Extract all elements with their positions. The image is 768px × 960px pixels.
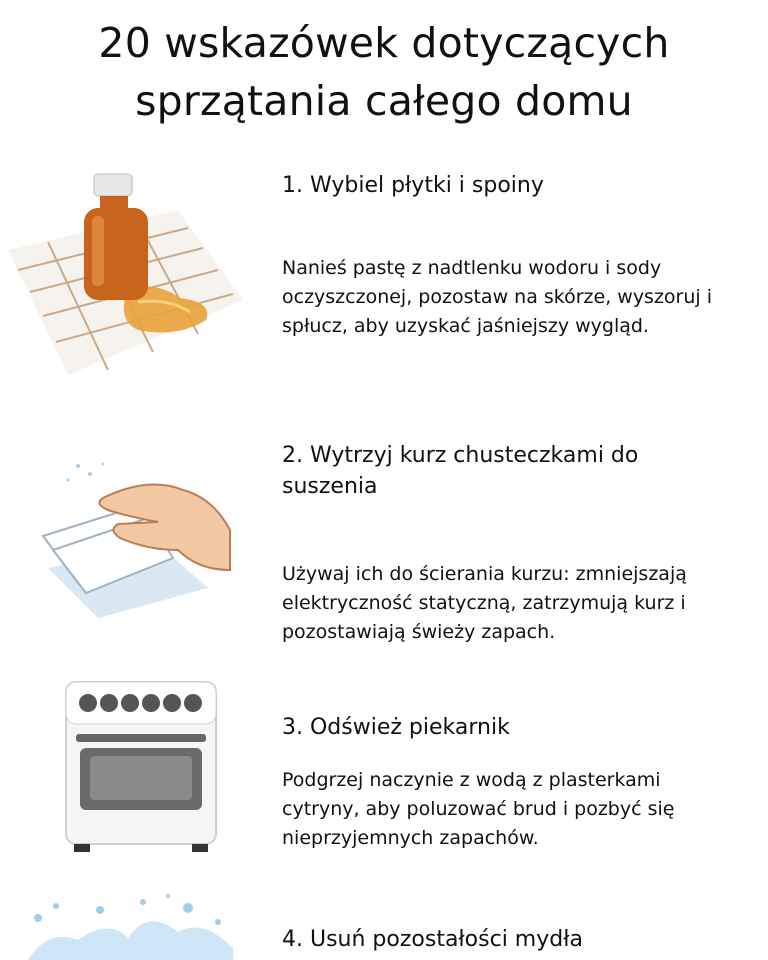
tip-3-body: Podgrzej naczynie z wodą z plasterkami cytryny, aby poluzować brud i pozbyć się nieprzyjemnych zapachów. — [282, 769, 675, 849]
tip-1-body: Nanieś pastę z nadtlenku wodoru i sody oczyszczonej, pozostaw na skórze, wyszoruj i spłucz, aby uzyskać jaśniejszy wygląd. — [282, 257, 713, 337]
oven-icon — [8, 678, 248, 853]
tip-1-title: 1. Wybiel płytki i spoiny — [282, 173, 544, 198]
tip-2-title-line-2: suszenia — [282, 474, 378, 499]
hand-with-dryer-sheets-icon — [8, 458, 248, 623]
peroxide-bottle-on-tiles-icon — [8, 170, 248, 375]
tip-3-title: 3. Odśwież piekarnik — [282, 715, 510, 740]
tip-2-title-line-1: 2. Wytrzyj kurz chusteczkami do — [282, 443, 639, 468]
tip-4-title: 4. Usuń pozostałości mydła — [282, 927, 583, 952]
tip-2-title — [282, 440, 638, 502]
page-title — [0, 14, 768, 130]
page-title-line-2: sprzątania całego domu — [135, 77, 633, 125]
tip-2-body: Używaj ich do ścierania kurzu: zmniejszają elektryczność statyczną, zatrzymują kurz i pozostawiają świeży zapach. — [282, 563, 687, 643]
water-splash-icon — [8, 888, 248, 960]
page-title-line-1: 20 wskazówek dotyczących — [98, 19, 670, 67]
